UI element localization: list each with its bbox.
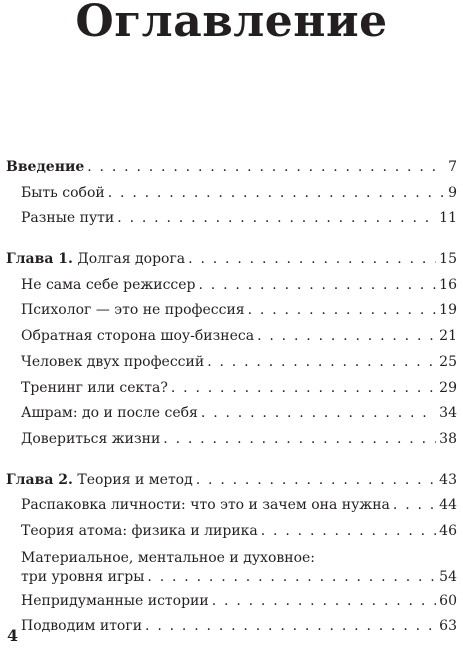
toc-entry[interactable] [0,273,463,299]
toc-entry[interactable] [0,589,463,615]
toc-entry-title: Разные пути [21,210,115,227]
toc-entry-title: Не сама себе режиссер [21,276,196,293]
toc-section-chapter-2 [0,468,463,640]
toc-entry-title-line1: Материальное, ментальное и духовное: [21,549,316,566]
toc-entry-title-text: Долгая дорога [72,251,186,268]
dot-leader [87,155,445,181]
toc-entry-title: Психолог — это не профессия [21,302,245,319]
dot-leader [212,589,436,615]
toc-page-number: 25 [439,353,457,370]
toc-entry-title: Обратная сторона шоу-бизнеса [21,328,255,345]
toc-entry[interactable] [0,401,463,427]
toc-page-number: 9 [448,184,457,201]
toc-entry-title: Распаковка личности: что это и зачем она нужна [21,497,390,514]
toc-entry-title: Непридуманные истории [21,592,209,609]
dot-leader [201,401,436,427]
dot-leader [108,181,445,207]
dot-leader [248,298,437,324]
dot-leader [199,273,437,299]
toc-section-intro [0,155,463,232]
section-gap [0,453,463,468]
dot-leader [196,468,436,494]
toc-page-number: 21 [439,328,457,345]
toc-page-number: 60 [439,592,457,609]
dot-leader [145,614,436,640]
page-title: Оглавление [75,0,388,47]
toc-page-number: 7 [448,159,457,175]
toc-entry[interactable] [0,427,463,453]
toc-entry[interactable] [0,545,463,589]
dot-leader [117,206,436,232]
toc-page-number: 54 [439,568,457,585]
toc-page-number: 29 [439,379,457,396]
dot-leader [163,427,436,453]
toc-entry[interactable] [0,376,463,402]
toc-page-number: 19 [439,302,457,319]
toc-page-number: 16 [439,276,457,293]
toc-section-chapter-1 [0,247,463,453]
toc-entry[interactable] [0,614,463,640]
toc-entry-title: Тренинг или секта? [21,379,168,396]
toc-page-number: 44 [439,497,457,514]
toc-entry-title: Ашрам: до и после себя [21,405,198,422]
toc-entry-title [6,155,87,181]
toc-entry[interactable] [0,155,463,181]
toc-page-number: 34 [439,405,457,422]
dot-leader [257,324,436,350]
toc-entry[interactable] [0,206,463,232]
toc-entry-title [6,468,196,494]
dot-leader [188,247,436,273]
toc-entry-title [6,247,188,273]
toc-entry-prefix: Глава 1. [6,251,73,268]
dot-leader [171,376,436,402]
toc-entry[interactable] [0,519,463,545]
toc-entry[interactable] [0,493,463,519]
toc-page-number: 11 [439,210,457,227]
toc-entry-title: Человек двух профессий [21,353,205,370]
table-of-contents [0,155,463,640]
dot-leader [207,350,436,376]
section-gap [0,232,463,247]
toc-entry-title-text: Теория и метод [72,471,193,488]
toc-entry[interactable] [0,468,463,494]
toc-page-number: 38 [439,430,457,447]
toc-page-number: 15 [439,251,457,268]
toc-entry-title: Довериться жизни [21,430,161,447]
toc-entry-title: Подводим итоги [21,618,143,635]
toc-entry-prefix: Введение [6,159,85,175]
dot-leader [147,568,436,587]
toc-entry[interactable] [0,350,463,376]
toc-entry-title: три уровня игры [21,568,145,585]
dot-leader [393,493,436,519]
toc-entry[interactable] [0,324,463,350]
toc-entry[interactable] [0,298,463,324]
toc-page-number: 63 [439,618,457,635]
toc-entry[interactable] [0,247,463,273]
page-folio-number: 4 [7,626,19,645]
dot-leader [261,519,436,545]
toc-page-number: 46 [439,522,457,539]
toc-page-number: 43 [439,471,457,488]
toc-entry[interactable] [0,181,463,207]
toc-entry-title: Теория атома: физика и лирика [21,522,258,539]
toc-entry-title: Быть собой [21,184,105,201]
toc-entry-prefix: Глава 2. [6,471,73,488]
